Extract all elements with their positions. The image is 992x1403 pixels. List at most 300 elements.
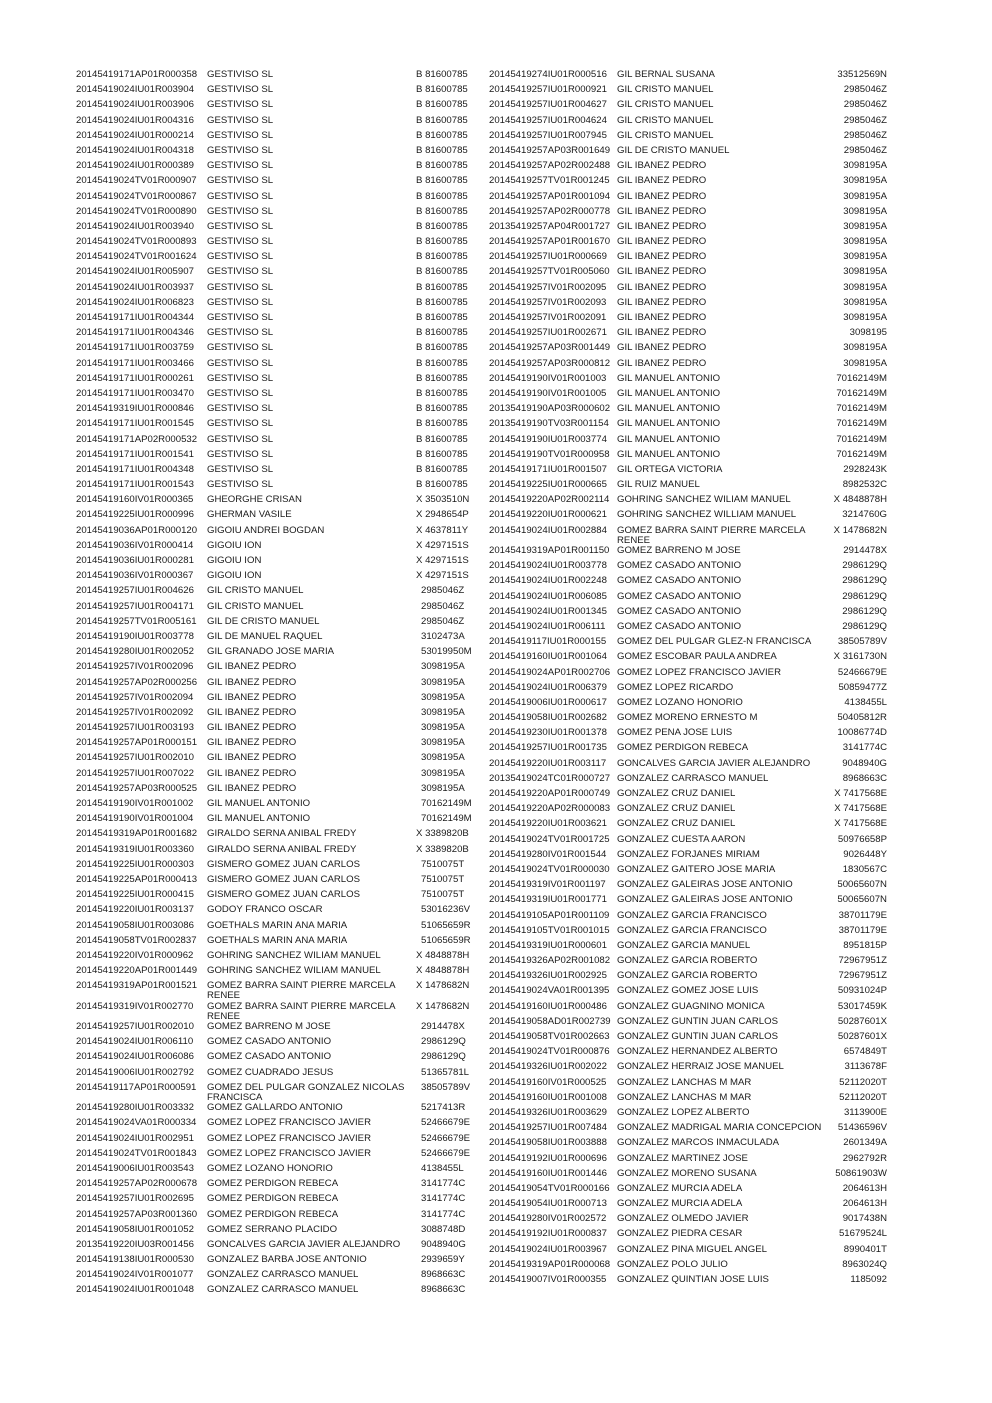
person-name: GIL CRISTO MANUEL bbox=[207, 586, 304, 597]
table-row bbox=[489, 343, 887, 358]
tax-id: 8963024Q bbox=[842, 1258, 887, 1270]
tax-id: 8951815P bbox=[843, 939, 887, 951]
table-row bbox=[76, 966, 478, 981]
table-row bbox=[76, 1103, 478, 1118]
record-code: 20145419024TV01R001725 bbox=[489, 833, 610, 845]
tax-id: B 81600785 bbox=[416, 281, 468, 293]
tax-id: 9026448Y bbox=[843, 848, 887, 860]
record-code: 20145419326IU01R002925 bbox=[489, 970, 607, 982]
record-code: 20145419024IU01R003778 bbox=[489, 560, 607, 572]
tax-id: 9048940G bbox=[842, 757, 887, 769]
tax-id: 3214760G bbox=[842, 509, 887, 521]
record-code: 20135419257AP04R001727 bbox=[489, 220, 611, 232]
record-code: 20145419257AP01R000151 bbox=[76, 737, 198, 749]
person-name: GESTIVISO SL bbox=[207, 100, 274, 111]
person-name: GOMEZ PERDIGON REBECA bbox=[207, 1209, 339, 1220]
table-row bbox=[76, 1149, 478, 1164]
tax-id: 10086774D bbox=[837, 727, 887, 739]
table-row bbox=[76, 465, 478, 480]
tax-id: 3141774C bbox=[421, 1178, 466, 1190]
person-name: GESTIVISO SL bbox=[207, 434, 274, 445]
table-row bbox=[489, 1275, 887, 1290]
table-row bbox=[489, 222, 887, 237]
record-code: 20145419257IU01R002671 bbox=[489, 327, 607, 339]
tax-id: 50065607N bbox=[837, 894, 887, 906]
tax-id: B 81600785 bbox=[416, 296, 468, 308]
tax-id: B 81600785 bbox=[416, 448, 468, 460]
table-row bbox=[76, 860, 478, 875]
record-code: 20145419319IU01R003360 bbox=[76, 843, 194, 855]
person-name: GOMEZ CASADO ANTONIO bbox=[207, 1052, 332, 1063]
table-row bbox=[76, 283, 478, 298]
table-row bbox=[76, 571, 478, 586]
tax-id: B 81600785 bbox=[416, 251, 468, 263]
person-name: GONZALEZ CARRASCO MANUEL bbox=[207, 1270, 359, 1281]
table-row bbox=[76, 1083, 478, 1103]
person-name: GESTIVISO SL bbox=[207, 70, 274, 80]
person-name: GIL IBAÑEZ PEDRO bbox=[207, 662, 297, 673]
table-row bbox=[76, 723, 478, 738]
tax-id: 3098195A bbox=[421, 782, 465, 794]
tax-id: 3098195A bbox=[843, 266, 887, 278]
person-name: GIL IBAÑEZ PEDRO bbox=[617, 343, 707, 354]
record-code: 20145419024IU01R002248 bbox=[489, 575, 607, 587]
record-code: 20145419024IU01R004316 bbox=[76, 114, 194, 126]
record-code: 20145419257IU01R002695 bbox=[76, 1193, 194, 1205]
record-code: 20145419257AP01R001670 bbox=[489, 236, 611, 248]
table-row bbox=[489, 1123, 887, 1138]
tax-id: B 81600785 bbox=[416, 144, 468, 156]
person-name: GOMEZ BARRA SAINT PIERRE MARCELA RENEE bbox=[617, 525, 806, 546]
person-name: GOMEZ LOPEZ FRANCISCO JAVIER bbox=[207, 1118, 372, 1129]
record-code: 20145419220IU01R000621 bbox=[489, 509, 607, 521]
record-code: 20145419171IU01R001541 bbox=[76, 448, 194, 460]
table-row bbox=[489, 1199, 887, 1214]
table-row bbox=[76, 769, 478, 784]
record-code: 20145419024IU01R001345 bbox=[489, 605, 607, 617]
person-name: GOMEZ CASADO ANTONIO bbox=[617, 561, 742, 572]
tax-id: B 81600785 bbox=[416, 327, 468, 339]
table-row bbox=[489, 986, 887, 1001]
tax-id: 4138455L bbox=[421, 1162, 464, 1174]
person-name: GONZALEZ CRUZ DANIEL bbox=[617, 789, 736, 800]
tax-id: 52466679E bbox=[837, 666, 887, 678]
table-row bbox=[489, 192, 887, 207]
record-code: 20145419160IV01R000365 bbox=[76, 494, 194, 506]
table-row bbox=[76, 784, 478, 799]
person-name: GESTIVISO SL bbox=[207, 313, 274, 323]
person-name: GIL MANUEL ANTONIO bbox=[617, 419, 721, 430]
table-row bbox=[489, 359, 887, 374]
tax-id: B 81600785 bbox=[416, 175, 468, 187]
tax-id: 50976658P bbox=[837, 833, 887, 845]
record-code: 20145419024IU01R002951 bbox=[76, 1132, 194, 1144]
person-name: GONZALEZ GARCIA FRANCISCO bbox=[617, 910, 767, 921]
tax-id: 70162149M bbox=[836, 372, 887, 384]
table-row bbox=[489, 789, 887, 804]
tax-id: 3098195A bbox=[421, 706, 465, 718]
tax-id: 2985046Z bbox=[843, 144, 887, 156]
person-name: GESTIVISO SL bbox=[207, 419, 274, 430]
record-code: 20145419326AP02R001082 bbox=[489, 955, 611, 967]
person-name: GIL IBAÑEZ PEDRO bbox=[207, 692, 297, 703]
person-name: GONZALEZ LANCHAS M MAR bbox=[617, 1077, 752, 1088]
person-name: GOMEZ CASADO ANTONIO bbox=[617, 606, 742, 617]
person-name: GESTIVISO SL bbox=[207, 237, 274, 248]
tax-id: 52112020T bbox=[839, 1076, 887, 1088]
record-code: 20145419036IV01R000367 bbox=[76, 570, 194, 582]
tax-id: B 81600785 bbox=[416, 342, 468, 354]
person-name: GONZALEZ HERRAIZ JOSE MANUEL bbox=[617, 1062, 784, 1073]
person-name: GESTIVISO SL bbox=[207, 191, 274, 202]
tax-id: B 81600785 bbox=[416, 220, 468, 232]
tax-id: 70162149M bbox=[836, 433, 887, 445]
person-name: GOHRING SANCHEZ WILIAM MANUEL bbox=[617, 495, 791, 506]
record-code: 20145419024IU01R006086 bbox=[76, 1051, 194, 1063]
person-name: GOMEZ CASADO ANTONIO bbox=[617, 591, 742, 602]
person-name: GOMEZ CASADO ANTONIO bbox=[207, 1037, 332, 1048]
record-code: 20145419024IU01R003906 bbox=[76, 99, 194, 111]
person-name: GIL CRISTO MANUEL bbox=[207, 601, 304, 612]
table-row bbox=[489, 1214, 887, 1229]
tax-id: 33512569N bbox=[837, 69, 887, 80]
table-row bbox=[489, 526, 887, 546]
table-row bbox=[76, 313, 478, 328]
tax-id: X 3389820B bbox=[416, 843, 469, 855]
table-row bbox=[76, 905, 478, 920]
tax-id: 3098195A bbox=[421, 767, 465, 779]
tax-id: B 81600785 bbox=[416, 84, 468, 96]
record-code: 20145419058IU01R003888 bbox=[489, 1137, 607, 1149]
record-code: 20145419160IV01R000525 bbox=[489, 1076, 607, 1088]
tax-id: 3141774C bbox=[421, 1193, 466, 1205]
record-code: 20145419326IU01R003629 bbox=[489, 1106, 607, 1118]
table-row bbox=[76, 1164, 478, 1179]
person-name: GIL RUIZ MANUEL bbox=[617, 480, 700, 491]
table-row bbox=[76, 1194, 478, 1209]
record-code: 20145419024IU01R000389 bbox=[76, 160, 194, 172]
table-row bbox=[76, 875, 478, 890]
tax-id: B 81600785 bbox=[416, 266, 468, 278]
person-name: GOHRING SANCHEZ WILIAM MANUEL bbox=[207, 966, 381, 977]
table-row bbox=[489, 592, 887, 607]
table-row bbox=[76, 814, 478, 829]
tax-id: 50931024P bbox=[837, 985, 887, 997]
table-row bbox=[489, 495, 887, 510]
table-row bbox=[489, 435, 887, 450]
person-name: GONZALEZ MARTINEZ JOSE bbox=[617, 1153, 748, 1164]
table-row bbox=[489, 1032, 887, 1047]
record-code: 20145419190IV01R001003 bbox=[489, 372, 607, 384]
table-row bbox=[76, 1118, 478, 1133]
record-code: 20145419257IV01R002094 bbox=[76, 691, 194, 703]
table-row bbox=[76, 192, 478, 207]
table-row bbox=[489, 100, 887, 115]
person-name: GESTIVISO SL bbox=[207, 130, 274, 141]
tax-id: 38505789V bbox=[837, 636, 887, 648]
tax-id: X 7417568E bbox=[834, 803, 887, 815]
table-row bbox=[489, 713, 887, 728]
table-row bbox=[489, 1017, 887, 1032]
record-code: 20145419220IU01R003137 bbox=[76, 904, 194, 916]
person-name: GIL IBAÑEZ PEDRO bbox=[207, 707, 297, 718]
record-code: 20145419171AP01R000358 bbox=[76, 69, 198, 80]
person-name: GESTIVISO SL bbox=[207, 297, 274, 308]
record-code: 20145419117IU01R000155 bbox=[489, 636, 607, 648]
record-code: 20145419024IU01R003904 bbox=[76, 84, 194, 96]
record-code: 20145419190IU01R003774 bbox=[489, 433, 607, 445]
record-code: 20145419280IU01R002052 bbox=[76, 646, 194, 658]
tax-id: 51065659R bbox=[421, 934, 471, 946]
record-code: 20145419257IU01R004626 bbox=[76, 585, 194, 597]
record-code: 20145419036IU01R000281 bbox=[76, 555, 194, 566]
table-row bbox=[76, 708, 478, 723]
tax-id: 2985046Z bbox=[421, 600, 465, 612]
record-code: 20145419257IU01R004627 bbox=[489, 99, 607, 111]
record-code: 20145419024VA01R001395 bbox=[489, 985, 610, 997]
tax-id: 2986129Q bbox=[842, 590, 887, 602]
table-row bbox=[489, 419, 887, 434]
record-code: 20145419257IV01R002092 bbox=[76, 706, 194, 718]
tax-id: X 3161730N bbox=[833, 651, 887, 663]
table-row bbox=[76, 435, 478, 450]
person-name: GESTIVISO SL bbox=[207, 480, 274, 491]
table-row bbox=[76, 404, 478, 419]
tax-id: 52466679E bbox=[421, 1117, 471, 1129]
record-code: 20145419024AP01R002706 bbox=[489, 666, 611, 678]
record-code: 20145419220AP02R000083 bbox=[489, 803, 611, 815]
record-code: 20145419160IU01R000486 bbox=[489, 1000, 607, 1012]
record-code: 20145419319AP01R001521 bbox=[76, 980, 198, 992]
table-row bbox=[489, 561, 887, 576]
record-code: 20145419257IU01R003193 bbox=[76, 722, 194, 734]
tax-id: 51436596V bbox=[837, 1122, 887, 1134]
tax-id: 2986129Q bbox=[842, 575, 887, 587]
tax-id: 3098195A bbox=[421, 661, 465, 673]
tax-id: 2985046Z bbox=[843, 114, 887, 126]
tax-id: 3098195A bbox=[843, 312, 887, 323]
record-code: 20145419058IU01R002682 bbox=[489, 712, 607, 724]
table-row bbox=[489, 759, 887, 774]
table-row bbox=[76, 541, 478, 556]
person-name: GONCALVES GARCIA JAVIER ALEJANDRO bbox=[617, 758, 811, 769]
record-code: 20145419171IU01R004346 bbox=[76, 327, 194, 339]
table-row bbox=[76, 1285, 478, 1300]
table-row bbox=[76, 921, 478, 936]
record-code: 20145419326IU01R002022 bbox=[489, 1061, 607, 1073]
table-row bbox=[76, 222, 478, 237]
person-name: GIL IBAÑEZ PEDRO bbox=[617, 221, 707, 232]
table-row bbox=[76, 252, 478, 267]
record-code: 20145419280IU01R003332 bbox=[76, 1102, 194, 1114]
tax-id: B 81600785 bbox=[416, 372, 468, 384]
record-code: 20145419160IU01R001008 bbox=[489, 1091, 607, 1103]
person-name: GIL IBAÑEZ PEDRO bbox=[617, 267, 707, 278]
person-name: GOETHALS MARIN ANA MARIA bbox=[207, 920, 348, 931]
record-code: 20145419257IV01R002096 bbox=[76, 661, 194, 673]
person-name: GIL IBAÑEZ PEDRO bbox=[617, 176, 707, 187]
table-row bbox=[76, 1225, 478, 1240]
table-row bbox=[76, 799, 478, 814]
person-name: GOMEZ BARRENO M JOSE bbox=[207, 1022, 331, 1033]
record-code: 20145419171IU01R004348 bbox=[76, 463, 194, 475]
record-code: 20145419171AP02R000532 bbox=[76, 433, 198, 445]
tax-id: B 81600785 bbox=[416, 236, 468, 248]
person-name: GONZALEZ GARCIA MANUEL bbox=[617, 940, 751, 951]
tax-id: X 7417568E bbox=[834, 788, 887, 800]
tax-id: B 81600785 bbox=[416, 160, 468, 172]
record-code: 20145419257IU01R007022 bbox=[76, 767, 194, 779]
person-name: GIL MANUEL ANTONIO bbox=[207, 814, 311, 825]
tax-id: 72967951Z bbox=[838, 955, 887, 967]
record-code: 20145419171IU01R001507 bbox=[489, 463, 607, 475]
table-row bbox=[76, 374, 478, 389]
person-name: GIL MANUEL ANTONIO bbox=[617, 404, 721, 415]
person-name: GOMEZ BARRENO M JOSE bbox=[617, 546, 741, 557]
tax-id: X 3503510N bbox=[416, 494, 470, 506]
person-name: GISMERO GOMEZ JUAN CARLOS bbox=[207, 859, 360, 870]
table-row bbox=[76, 602, 478, 617]
record-code: 20145419190IV01R001005 bbox=[489, 387, 607, 399]
person-name: GONZALEZ MURCIA ADELA bbox=[617, 1199, 743, 1210]
record-code: 20145419171IU01R003470 bbox=[76, 387, 194, 399]
table-row bbox=[489, 267, 887, 282]
person-name: GONZALEZ MORENO SUSANA bbox=[617, 1168, 757, 1179]
record-code: 20145419024VA01R000334 bbox=[76, 1117, 197, 1129]
person-name: GIL IBAÑEZ PEDRO bbox=[207, 738, 297, 749]
record-code: 20145419257TV01R001245 bbox=[489, 175, 610, 187]
record-code: 20145419257AP03R000525 bbox=[76, 782, 198, 794]
person-name: GIL IBAÑEZ PEDRO bbox=[617, 237, 707, 248]
record-code: 20145419257AP02R000678 bbox=[76, 1178, 198, 1190]
record-code: 20135419024TC01R000727 bbox=[489, 772, 611, 784]
table-row bbox=[489, 1093, 887, 1108]
person-name: GOMEZ LOPEZ RICARDO bbox=[617, 682, 734, 693]
person-name: GIL IBAÑEZ PEDRO bbox=[617, 313, 707, 323]
record-code: 20145419220IU01R003117 bbox=[489, 757, 607, 769]
table-row bbox=[489, 1184, 887, 1199]
tax-id: 2985046Z bbox=[421, 585, 465, 597]
person-name: GONZALEZ CRUZ DANIEL bbox=[617, 804, 736, 815]
table-row bbox=[76, 526, 478, 541]
record-code: 20145419007IV01R000355 bbox=[489, 1274, 607, 1286]
record-code: 20145419006IU01R000617 bbox=[489, 696, 607, 708]
tax-id: 2928243K bbox=[843, 463, 887, 475]
table-row bbox=[76, 738, 478, 753]
table-row bbox=[76, 116, 478, 131]
tax-id: 51365781L bbox=[421, 1066, 470, 1078]
person-name: GOMEZ LOPEZ FRANCISCO JAVIER bbox=[207, 1133, 372, 1144]
person-name: GIL IBAÑEZ PEDRO bbox=[617, 282, 707, 293]
record-code: 20145419024IU01R001048 bbox=[76, 1284, 194, 1296]
person-name: GOMEZ PERDIGON REBECA bbox=[207, 1179, 339, 1190]
tax-id: 7510075T bbox=[421, 889, 465, 901]
table-row bbox=[76, 890, 478, 905]
tax-id: B 81600785 bbox=[416, 205, 468, 217]
record-code: 20145419230IU01R001378 bbox=[489, 727, 607, 739]
tax-id: 50287601X bbox=[837, 1031, 887, 1043]
record-code: 20145419225IU01R000996 bbox=[76, 509, 194, 521]
person-name: GODOY FRANCO OSCAR bbox=[207, 905, 323, 916]
person-name: GOMEZ LOZANO HONORIO bbox=[617, 697, 743, 708]
record-code: 20145419024IU01R005907 bbox=[76, 266, 194, 278]
tax-id: B 81600785 bbox=[416, 418, 468, 430]
record-code: 20145419319AP01R001682 bbox=[76, 828, 198, 840]
tax-id: 70162149M bbox=[421, 798, 472, 809]
person-name: GONZALEZ POLO JULIO bbox=[617, 1259, 728, 1270]
table-row bbox=[489, 880, 887, 895]
person-name: GOMEZ CUADRADO JESUS bbox=[207, 1067, 334, 1078]
table-row bbox=[76, 829, 478, 844]
tax-id: X 4297151S bbox=[416, 570, 469, 582]
tax-id: 2601349A bbox=[843, 1137, 887, 1149]
tax-id: 7510075T bbox=[421, 858, 465, 870]
table-row bbox=[489, 926, 887, 941]
tax-id: 53019950M bbox=[421, 646, 472, 658]
record-code: 20145419024TV01R000893 bbox=[76, 236, 197, 248]
person-name: GIL MANUEL ANTONIO bbox=[617, 434, 721, 445]
table-row bbox=[489, 835, 887, 850]
table-row bbox=[76, 343, 478, 358]
table-row bbox=[76, 359, 478, 374]
table-row bbox=[489, 389, 887, 404]
record-code: 20145419054TV01R000166 bbox=[489, 1182, 610, 1194]
table-row bbox=[489, 850, 887, 865]
tax-id: 5217413R bbox=[421, 1102, 466, 1114]
record-code: 20145419257AP03R000812 bbox=[489, 357, 611, 369]
person-name: GOMEZ PERDIGON REBECA bbox=[617, 743, 749, 754]
record-code: 20145419280IV01R002572 bbox=[489, 1213, 607, 1225]
person-name: GIL MANUEL ANTONIO bbox=[617, 388, 721, 399]
record-code: 20145419024IU01R003967 bbox=[489, 1243, 607, 1255]
record-code: 20145419257AP02R002488 bbox=[489, 160, 611, 172]
tax-id: X 4848878H bbox=[416, 949, 470, 961]
person-name: GHEORGHE CRISAN bbox=[207, 495, 302, 506]
person-name: GESTIVISO SL bbox=[207, 115, 274, 126]
tax-id: B 81600785 bbox=[416, 387, 468, 399]
tax-id: 70162149M bbox=[836, 448, 887, 460]
table-row bbox=[489, 465, 887, 480]
tax-id: X 4848878H bbox=[833, 494, 887, 506]
person-name: GOMEZ LOZANO HONORIO bbox=[207, 1163, 333, 1174]
table-row bbox=[489, 283, 887, 298]
table-row bbox=[489, 698, 887, 713]
tax-id: 8990401T bbox=[843, 1243, 887, 1255]
person-name: GOMEZ CASADO ANTONIO bbox=[617, 576, 742, 587]
person-name: GONZALEZ MADRIGAL MARIA CONCEPCION bbox=[617, 1123, 822, 1134]
person-name: GIL MANUEL ANTONIO bbox=[617, 449, 721, 460]
table-row bbox=[76, 1134, 478, 1149]
table-row bbox=[76, 1179, 478, 1194]
tax-id: 2986129Q bbox=[421, 1051, 466, 1063]
person-name: GOHRING SANCHEZ WILIAM MANUEL bbox=[207, 950, 381, 961]
record-code: 20145419024IU01R002884 bbox=[489, 524, 607, 536]
table-row bbox=[489, 637, 887, 652]
tax-id: 3098195A bbox=[421, 691, 465, 703]
person-name: GONZALEZ GUNTIN JUAN CARLOS bbox=[617, 1016, 778, 1027]
person-name: GOMEZ PENA JOSE LUIS bbox=[617, 728, 733, 739]
record-code: 20145419257IU01R007484 bbox=[489, 1122, 607, 1134]
person-name: GONZALEZ LOPEZ ALBERTO bbox=[617, 1107, 750, 1118]
tax-id: X 4637811Y bbox=[416, 524, 469, 536]
person-name: GIL IBAÑEZ PEDRO bbox=[207, 783, 297, 794]
table-row bbox=[489, 328, 887, 343]
table-row bbox=[76, 586, 478, 601]
table-row bbox=[489, 374, 887, 389]
tax-id: 3113900E bbox=[843, 1106, 887, 1118]
table-row bbox=[76, 1210, 478, 1225]
record-code: 20145419171IU01R003466 bbox=[76, 357, 194, 369]
